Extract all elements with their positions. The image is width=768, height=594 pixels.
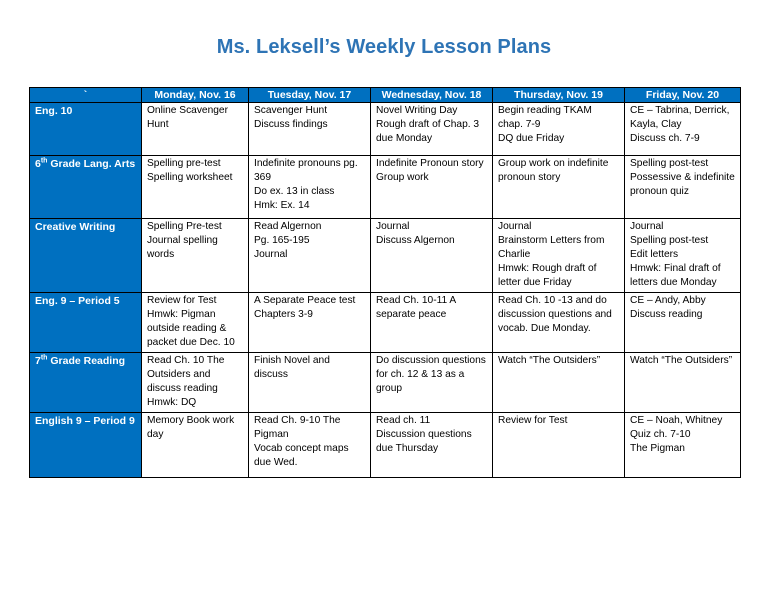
class-label-number: 7 <box>35 355 41 367</box>
plan-line: Discuss reading <box>630 309 703 320</box>
plan-line: Novel Writing Day <box>376 105 458 116</box>
class-label: English 9 – Period 9 <box>30 413 142 478</box>
class-label-rest: Grade Reading <box>47 355 126 367</box>
page-title: Ms. Leksell’s Weekly Lesson Plans <box>216 36 552 58</box>
plan-line: Spelling pre-test <box>147 158 221 169</box>
plan-cell <box>249 353 371 413</box>
plan-line: Journal <box>498 221 532 232</box>
plan-line: Finish Novel and discuss <box>254 355 330 380</box>
plan-line: Journal <box>630 221 664 232</box>
plan-line: Begin reading TKAM chap. 7-9 <box>498 105 592 130</box>
plan-cell <box>493 103 625 156</box>
plan-line: CE – Tabrina, Derrick, Kayla, Clay <box>630 105 730 130</box>
table-row <box>30 156 741 219</box>
class-label: Eng. 10 <box>30 103 142 156</box>
table-row <box>30 413 741 478</box>
plan-line: Hmwk: Final draft of letters due Monday <box>630 263 721 288</box>
plan-line: Watch “The Outsiders” <box>630 355 733 366</box>
plan-line: CE – Andy, Abby <box>630 295 706 306</box>
plan-line: Discuss Algernon <box>376 235 455 246</box>
plan-line: Scavenger Hunt <box>254 105 328 116</box>
plan-cell <box>493 353 625 413</box>
plan-line: Review for Test <box>147 295 217 306</box>
class-label: Creative Writing <box>30 219 142 293</box>
plan-line: Read Ch. 9-10 The Pigman <box>254 415 341 440</box>
table-row <box>30 353 741 413</box>
plan-line: Rough draft of Chap. 3 due Monday <box>376 119 480 144</box>
plan-cell <box>249 103 371 156</box>
plan-line: Do discussion questions for ch. 12 & 13 as a group <box>376 355 486 394</box>
plan-line: Read Algernon <box>254 221 322 232</box>
plan-line: Watch “The Outsiders” <box>498 355 601 366</box>
plan-line: Discuss findings <box>254 119 328 130</box>
plan-cell <box>142 293 249 353</box>
plan-line: Discuss ch. 7-9 <box>630 133 700 144</box>
plan-cell <box>493 413 625 478</box>
plan-cell <box>625 413 741 478</box>
plan-cell <box>142 413 249 478</box>
class-label-suffix: th <box>40 157 48 165</box>
plan-cell <box>625 156 741 219</box>
class-label <box>30 353 142 413</box>
plan-line: Pg. 165-195 <box>254 235 310 246</box>
plan-cell <box>493 293 625 353</box>
plan-cell <box>625 353 741 413</box>
class-label-suffix: th <box>40 354 48 362</box>
plan-line: Hmwk: DQ <box>147 397 197 408</box>
plan-line: Spelling worksheet <box>147 172 233 183</box>
corner-cell: ` <box>30 88 142 103</box>
plan-cell <box>493 219 625 293</box>
plan-cell <box>371 219 493 293</box>
plan-cell <box>625 103 741 156</box>
plan-cell <box>249 156 371 219</box>
plan-cell <box>371 293 493 353</box>
plan-line: Journal <box>254 249 288 260</box>
plan-line: Quiz ch. 7-10 <box>630 429 691 440</box>
plan-cell <box>249 293 371 353</box>
day-header-thursday: Thursday, Nov. 19 <box>493 88 625 103</box>
plan-line: Hmwk: Pigman outside reading & packet due Dec. 10 <box>147 309 235 348</box>
plan-line: Do ex. 13 in class <box>254 186 335 197</box>
plan-line: Memory Book work day <box>147 415 235 440</box>
plan-line: Online Scavenger Hunt <box>147 105 228 130</box>
plan-line: Hmwk: Rough draft of letter due Friday <box>498 263 597 288</box>
plan-line: Indefinite Pronoun story <box>376 158 484 169</box>
plan-line: Journal <box>376 221 410 232</box>
plan-cell <box>625 219 741 293</box>
class-label-number: 6 <box>35 158 41 170</box>
table-row <box>30 103 741 156</box>
plan-line: Read ch. 11 <box>376 415 431 426</box>
plan-cell <box>249 219 371 293</box>
plan-line: Edit letters <box>630 249 679 260</box>
plan-cell <box>142 219 249 293</box>
plan-line: DQ due Friday <box>498 133 565 144</box>
plan-line: Vocab concept maps due Wed. <box>254 443 349 468</box>
plan-line: Journal spelling words <box>147 235 218 260</box>
class-label: Eng. 9 – Period 5 <box>30 293 142 353</box>
class-label <box>30 156 142 219</box>
day-header-monday: Monday, Nov. 16 <box>142 88 249 103</box>
plan-cell <box>371 353 493 413</box>
lesson-plan-table <box>29 87 741 478</box>
plan-cell <box>142 103 249 156</box>
plan-cell <box>493 156 625 219</box>
plan-cell <box>249 413 371 478</box>
plan-line: Discussion questions due Thursday <box>376 429 472 454</box>
plan-cell <box>142 156 249 219</box>
plan-line: Group work <box>376 172 429 183</box>
plan-cell <box>371 413 493 478</box>
header-row <box>30 88 741 103</box>
day-header-tuesday: Tuesday, Nov. 17 <box>249 88 371 103</box>
plan-line: Read Ch. 10 The Outsiders and discuss reading <box>147 355 225 394</box>
plan-line: Spelling Pre-test <box>147 221 222 232</box>
class-label-rest: Grade Lang. Arts <box>47 158 136 170</box>
table-row <box>30 219 741 293</box>
table-row <box>30 293 741 353</box>
plan-cell <box>142 353 249 413</box>
plan-cell <box>625 293 741 353</box>
plan-line: Hmk: Ex. 14 <box>254 200 310 211</box>
plan-line: Review for Test <box>498 415 568 426</box>
day-header-wednesday: Wednesday, Nov. 18 <box>371 88 493 103</box>
plan-line: Possessive & indefinite pronoun quiz <box>630 172 735 197</box>
plan-line: Group work on indefinite pronoun story <box>498 158 609 183</box>
plan-line: Read Ch. 10-11 A separate peace <box>376 295 456 320</box>
plan-line: Spelling post-test <box>630 158 709 169</box>
day-header-friday: Friday, Nov. 20 <box>625 88 741 103</box>
plan-line: CE – Noah, Whitney <box>630 415 723 426</box>
plan-line: Spelling post-test <box>630 235 709 246</box>
plan-cell <box>371 103 493 156</box>
plan-line: Indefinite pronouns pg. 369 <box>254 158 358 183</box>
plan-line: The Pigman <box>630 443 685 454</box>
plan-line: Brainstorm Letters from Charlie <box>498 235 605 260</box>
plan-line: A Separate Peace test Chapters 3-9 <box>254 295 356 320</box>
plan-line: Read Ch. 10 -13 and do discussion questions and vocab. Due Monday. <box>498 295 612 334</box>
plan-cell <box>371 156 493 219</box>
